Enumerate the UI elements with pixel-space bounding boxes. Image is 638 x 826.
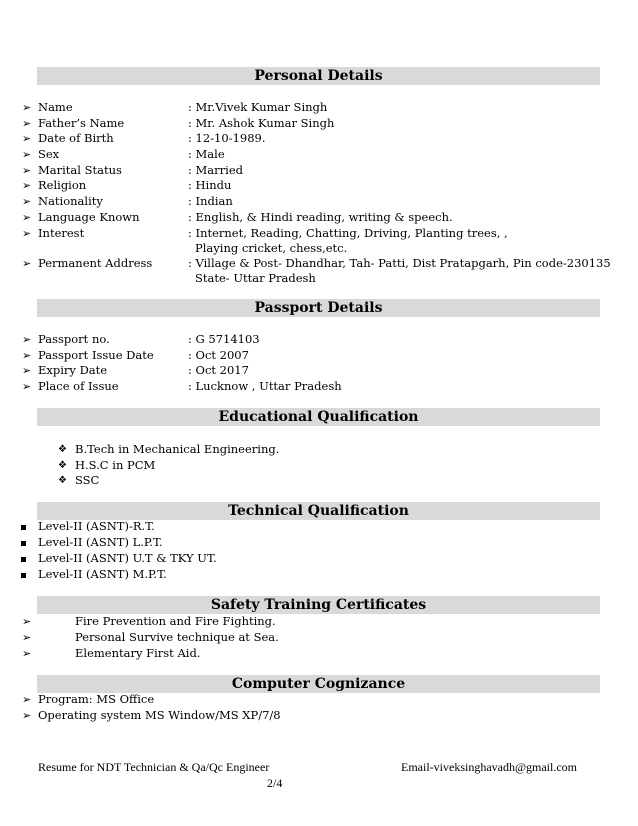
field-value: : Lucknow , Uttar Pradesh <box>188 379 342 393</box>
section-header-education <box>37 408 600 426</box>
arrow-bullet-icon: ➢ <box>22 195 32 208</box>
section-title: Educational Qualification <box>218 409 419 425</box>
field-value: : Oct 2017 <box>188 363 249 377</box>
field-label: Sex <box>38 147 60 161</box>
arrow-bullet-icon: ➢ <box>22 380 32 393</box>
field-value: : Mr. Ashok Kumar Singh <box>188 116 335 130</box>
field-value-continued: Playing cricket, chess,etc. <box>195 241 348 255</box>
field-value: : Hindu <box>188 178 232 192</box>
list-item-text: Level-II (ASNT)-R.T. <box>38 519 155 533</box>
list-item-text: Personal Survive technique at Sea. <box>75 630 279 644</box>
diamond-bullet-icon: ❖ <box>58 444 67 455</box>
field-label: Passport no. <box>38 332 110 346</box>
section-header-technical <box>37 502 600 520</box>
field-label: Language Known <box>38 210 140 224</box>
square-bullet-icon <box>21 535 26 550</box>
section-header-safety <box>37 596 600 614</box>
footer-email: Email-viveksinghavadh@gmail.com <box>401 760 578 774</box>
list-item-text: SSC <box>75 473 100 487</box>
list-item-text: Operating system MS Window/MS XP/7/8 <box>38 708 281 722</box>
field-value: : Indian <box>188 194 233 208</box>
section-header-computer <box>37 675 600 693</box>
arrow-bullet-icon: ➢ <box>22 164 32 177</box>
field-label: Passport Issue Date <box>38 348 154 362</box>
field-label: Father’s Name <box>38 116 125 130</box>
arrow-bullet-icon: ➢ <box>22 647 32 660</box>
arrow-bullet-icon: ➢ <box>22 615 32 628</box>
field-value: : Mr.Vivek Kumar Singh <box>188 100 328 114</box>
page-number: 2/4 <box>267 776 283 790</box>
square-bullet-icon <box>21 551 26 566</box>
field-label: Permanent Address <box>38 256 153 270</box>
square-bullet-icon <box>21 567 26 582</box>
square-bullet-icon <box>21 519 26 534</box>
field-label: Interest <box>38 226 85 240</box>
arrow-bullet-icon: ➢ <box>22 132 32 145</box>
field-label: Marital Status <box>38 163 122 177</box>
arrow-bullet-icon: ➢ <box>22 333 32 346</box>
section-title: Computer Cognizance <box>231 676 406 692</box>
field-value: : Oct 2007 <box>188 348 249 362</box>
list-item-text: Level-II (ASNT) L.P.T. <box>38 535 163 549</box>
list-item-text: H.S.C in PCM <box>75 458 156 472</box>
diamond-bullet-icon: ❖ <box>58 460 67 471</box>
section-title: Passport Details <box>254 300 383 316</box>
field-value: : Male <box>188 147 225 161</box>
list-item-text: B.Tech in Mechanical Engineering. <box>75 442 280 456</box>
field-label: Date of Birth <box>38 131 114 145</box>
section-title: Technical Qualification <box>228 503 409 519</box>
field-value-continued: State- Uttar Pradesh <box>195 271 316 285</box>
field-label: Expiry Date <box>38 363 108 377</box>
footer-resume-title: Resume for NDT Technician & Qa/Qc Engineer <box>38 760 270 774</box>
list-item-text: Fire Prevention and Fire Fighting. <box>75 614 276 628</box>
list-item-text: Elementary First Aid. <box>75 646 201 660</box>
field-value: : 12-10-1989. <box>188 131 266 145</box>
arrow-bullet-icon: ➢ <box>22 631 32 644</box>
arrow-bullet-icon: ➢ <box>22 349 32 362</box>
list-item-text: Level-II (ASNT) M.P.T. <box>38 567 167 581</box>
arrow-bullet-icon: ➢ <box>22 709 32 722</box>
field-value: : Internet, Reading, Chatting, Driving, Planting trees, , <box>188 226 508 240</box>
field-value: : Married <box>188 163 244 177</box>
arrow-bullet-icon: ➢ <box>22 117 32 130</box>
arrow-bullet-icon: ➢ <box>22 148 32 161</box>
list-item-text: Program: MS Office <box>38 692 155 706</box>
arrow-bullet-icon: ➢ <box>22 364 32 377</box>
arrow-bullet-icon: ➢ <box>22 693 32 706</box>
field-label: Place of Issue <box>38 379 119 393</box>
arrow-bullet-icon: ➢ <box>22 227 32 240</box>
arrow-bullet-icon: ➢ <box>22 101 32 114</box>
field-value: : English, & Hindi reading, writing & speech. <box>188 210 453 224</box>
diamond-bullet-icon: ❖ <box>58 475 67 486</box>
section-title: Safety Training Certificates <box>210 597 427 613</box>
field-label: Religion <box>38 178 87 192</box>
section-title: Personal Details <box>254 68 383 84</box>
list-item-text: Level-II (ASNT) U.T & TKY UT. <box>38 551 217 565</box>
field-label: Name <box>38 100 73 114</box>
arrow-bullet-icon: ➢ <box>22 179 32 192</box>
arrow-bullet-icon: ➢ <box>22 257 32 270</box>
section-header-personal <box>37 67 600 85</box>
field-value: : Village & Post- Dhandhar, Tah- Patti, Dist Pratapgarh, Pin code-230135 <box>188 256 611 270</box>
section-header-passport <box>37 299 600 317</box>
arrow-bullet-icon: ➢ <box>22 211 32 224</box>
field-value: : G 5714103 <box>188 332 260 346</box>
field-label: Nationality <box>38 194 103 208</box>
